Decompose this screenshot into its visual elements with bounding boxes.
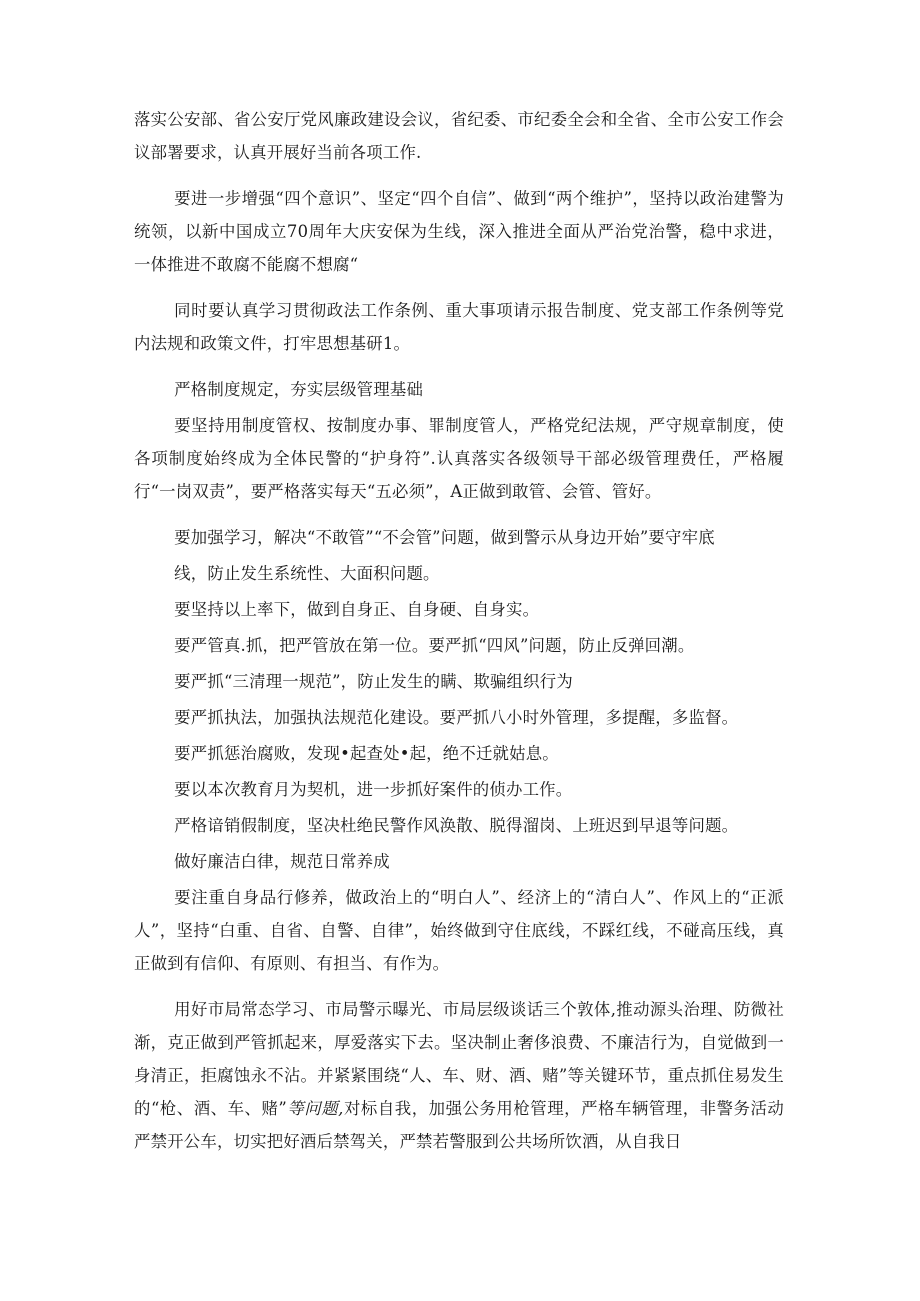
line-4: 要严抓执法，加强执法规范化建设。要严抓八小时外管理，多提醒，多监督。	[174, 708, 739, 727]
paragraph-4: 要坚持用制度管权、按制度办事、罪制度管人，严格党纪法规，严守规章制度，使各项制度始终成为全体民警的“护身符”.认真落实各级领导干部必级管理费任，严格履行“一岗双责”，要严格落实每天“五必须”，A正做到敢管、会管、管好。	[134, 416, 784, 501]
line-1: 要坚持以上率下，做到自身正、自身硬、自身实。	[174, 600, 540, 619]
paragraph-5-line-1: 要加强学习，解决“不敢管”“不会管”问题，做到警示从身边开始”要守牢底	[174, 528, 715, 547]
section-heading-1: 严格制度规定，夯实层级管理基础	[174, 380, 424, 399]
line-5: 要严抓惩治腐败，发现•起查处•起，绝不迁就姑息。	[174, 744, 559, 763]
paragraph-7-end: 对标自我，加强公务用枪管理，严格车辆管理，非警务活动严禁开公车，切实把好酒后禁驾关，严禁若警服到公共场所饮酒，从自我日	[134, 1099, 784, 1151]
line-2: 要严管真.抓，把严管放在第一位。要严抓“四风”问题，防止反弹回潮。	[174, 636, 695, 655]
section-heading-2: 做好廉洁白律，规范日常养成	[174, 852, 390, 871]
document-body	[134, 103, 784, 1171]
paragraph-7-start: 用好市局常态学习、市局警示曝光、市局层级谈话三个敦体,推动源头治理、防微社渐，克正做到严管抓起来，厚爱落实下去。坚决制止奢侈浪费、不廉洁行为，自觉做到一身清正，拒腐蚀永不沾。并紧紧围绕“人、车、财、酒、赌”等关键环节，重点抓住易发生的“枪、酒、车、赌”	[134, 1000, 784, 1118]
line-7: 严格谙销假制度，坚决杜绝民警作风涣散、脱得溜岗、上班迟到早退等问题。	[174, 816, 739, 835]
paragraph-7	[134, 993, 784, 1158]
paragraph-6: 要注重自身品行修养，做政治上的“明白人”、经济上的“清白人”、作风上的“正派人”，坚持“白重、自省、自警、自律”，始终做到守住底线，不踩红线，不碰高压线，真正做到有信仰、有原则、有担当、有作为。	[134, 888, 784, 973]
paragraph-1: 落实公安部、省公安厅党风廉政建设会议，省纪委、市纪委全会和全省、全市公安工作会议部署要求，认真开展好当前各项工作.	[134, 110, 784, 162]
line-3: 要严抓“三清理一规范”，防止发生的瞒、欺骗组织行为	[174, 672, 573, 691]
paragraph-7-italic: 等问题,	[287, 1099, 344, 1118]
paragraph-3: 同时要认真学习贯彻政法工作条例、重大事项请示报告制度、党支部工作条例等党内法规和政策文件，打牢思想基研1。	[134, 301, 784, 353]
line-6: 要以本次教育月为契机，进一步抓好案件的侦办工作。	[174, 780, 573, 799]
paragraph-5-line-2: 线，防止发生系统性、大面积问题。	[174, 564, 440, 583]
paragraph-2: 要进一步增强“四个意识”、坚定“四个自信”、做到“两个维护”，坚持以政治建警为统领，以新中国成立70周年大庆安保为生线，深入推进全面从严治党治警，稳中求进，一体推进不敢腐不能腐不想腐“	[134, 189, 784, 274]
